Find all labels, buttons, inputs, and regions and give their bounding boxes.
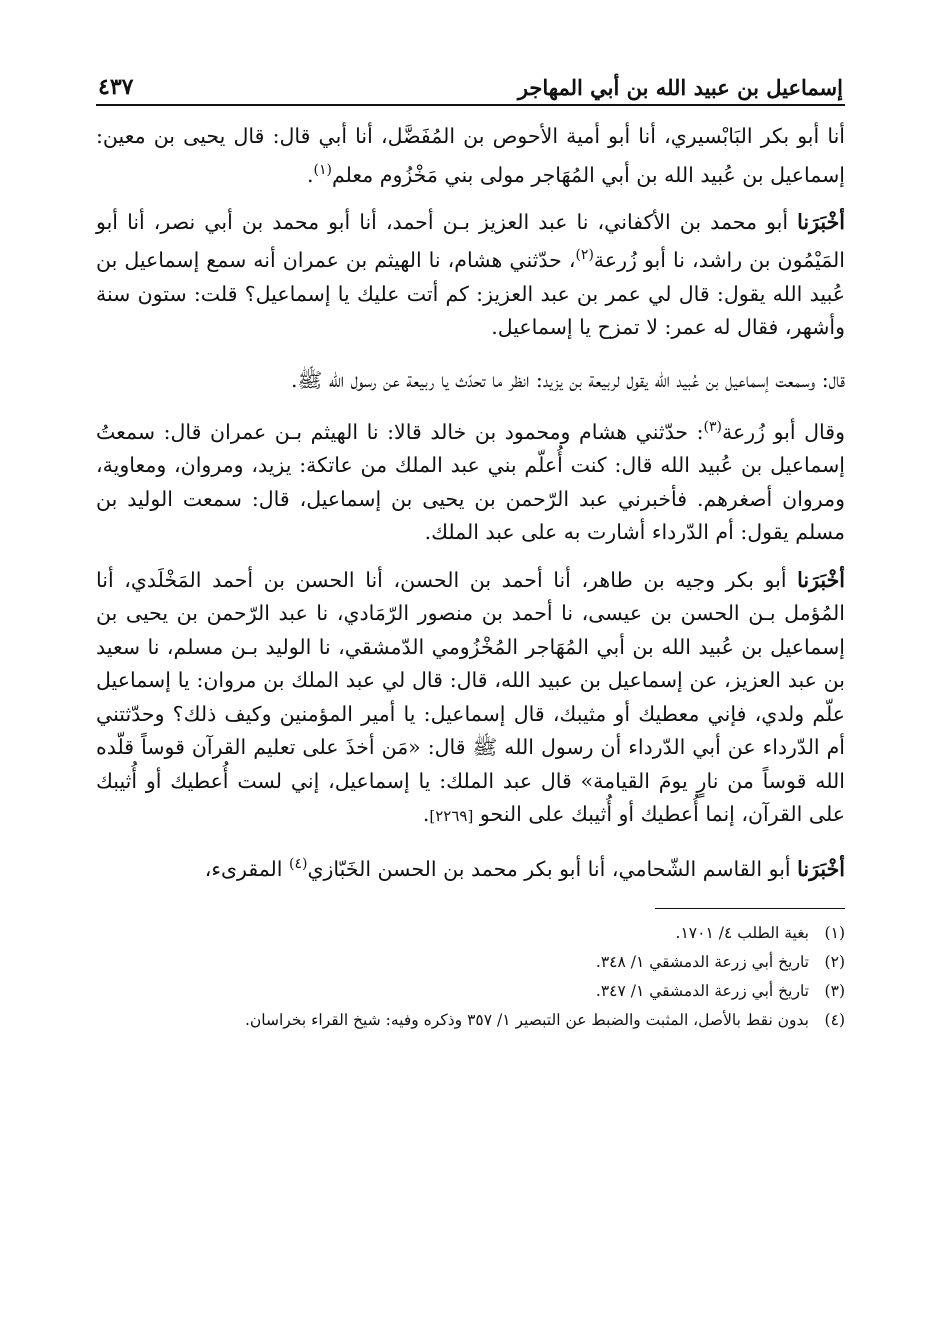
footnote-text: تاريخ أبي زرعة الدمشقي ١/ ٣٤٨. (595, 953, 809, 972)
footnote-ref: (٣) (703, 418, 722, 435)
paragraph-text: أنا أبو بكر البَابْسيري، أنا أبو أمية الأحوص بن المُفَضَّل، أنا أبي قال: قال يحيى بن معين: إسماعيل بن عُبيد الله بن أبي المُهَاجر مولى بني مَخْزُوم معلم (96, 124, 845, 187)
paragraph-text: أبو محمد بن الأكفاني، نا عبد العزيز بـن أحمد، أنا أبو محمد بن أبي نصر، أنا أبو المَيْمُون بن راشد، نا أبو زُرعة (96, 209, 845, 273)
footnote-number: (٤) (824, 1011, 845, 1030)
footnote-ref: (١) (313, 161, 332, 178)
paragraph-lead: أخْبَرَنا (797, 567, 845, 592)
paragraph-text: وقال أبو زُرعة (721, 419, 845, 444)
paragraph-text: أبو بكر وجيه بن طاهر، أنا أحمد بن الحسن، أنا الحسن بن أحمد المَخْلَدي، أنا المُؤمل بـن الحسن بن عيسى، نا أحمد بن منصور الرّمَادي، نا عبد الرّحمن بن يحيى بن إسماعيل بن عُبيد الله بن أبي المُهَاجر المُخْزُومي الدّمشقي، نا الوليد بـن مسلم، نا سعيد بن عبد العزيز، عن إسماعيل بن عبيد الله، قال: قال لي عبد الملك بن مروان: يا إسماعيل علّم ولدي، فإني معطيك أو مثيبك، قال إسماعيل: يا أمير المؤمنين وكيف ذلك؟ وحدّثتني أم الدّرداء عن أبي الدّرداء أن رسول الله ﷺ قال: «مَن أخذَ على تعليم القرآن قوساً قلّده الله قوساً من نارٍ يومَ القيامة» قال عبد الملك: يا إسماعيل، إني لست أُعطيك أو أُثيبك على القرآن، إنما أُعطيك أو أُثيبك على النحو (96, 567, 845, 827)
running-title: إسماعيل بن عبيد الله بن أبي المهاجر (517, 75, 843, 100)
hadith-number: [٢٢٦٩] (429, 807, 474, 826)
paragraph-2 (96, 206, 845, 345)
footnote-3 (96, 977, 845, 1006)
footnote-text: تاريخ أبي زرعة الدمشقي ١/ ٣٤٧. (595, 982, 809, 1001)
footnote-4 (96, 1006, 845, 1035)
footnote-number: (٢) (824, 953, 845, 972)
footnote-text: بغية الطلب ٤/ ١٧٠١. (675, 924, 809, 943)
footnote-ref: (٤) (289, 855, 308, 872)
paragraph-4 (96, 411, 845, 550)
footnote-2 (96, 948, 845, 977)
paragraph-lead: أخْبَرَنا (797, 209, 845, 234)
paragraph-text: قال: وسمعت إسماعيل بن عُبيد الله يقول لربيعة بن يزيد: انظر ما تحدّث يا ربيعة عن رسول الله ﷺ. (290, 367, 845, 392)
footnote-text: بدون نقط بالأصل، المثبت والضبط عن التبصير ١/ ٣٥٧ وذكره وفيه: شيخ القراء بخراسان. (244, 1011, 809, 1030)
paragraph-lead: أخْبَرَنا (797, 856, 845, 881)
paragraph-tail: . (306, 162, 314, 187)
main-text (96, 120, 845, 886)
page-number: ٤٣٧ (98, 74, 134, 100)
paragraph-3 (96, 359, 845, 397)
page-header (96, 58, 845, 106)
footnotes (96, 919, 845, 1035)
paragraph-tail: ، حدّثني هشام، نا الهيثم بن عمران أنه سمع إسماعيل بن عُبيد الله يقول: قال لي عمر بن عبد العزيز: كم أتت عليك يا إسماعيل؟ قلت: ستون سنة وأشهر، فقال له عمر: لا تمزح يا إسماعيل. (96, 248, 845, 340)
paragraph-tail: المقرىء، (204, 856, 290, 881)
paragraph-tail: . (422, 802, 430, 827)
paragraph-5 (96, 564, 845, 834)
paragraph-text: أبو القاسم الشّحامي، أنا أبو بكر محمد بن الحسن الخَبّازي (307, 856, 791, 881)
paragraph-tail: : حدّثني هشام ومحمود بن خالد قالا: نا الهيثم بـن عمران قال: سمعتُ إسماعيل بن عُبيد الله قال: كنت أُعلّم بني عبد الملك من عاتكة: يزيد، ومروان، ومعاوية، ومروان أصغرهم. فأخبرني عبد الرّحمن بن يحيى بن إسماعيل، قال: سمعت الوليد بن مسلم يقول: أم الدّرداء أشارت به على عبد الملك. (96, 419, 845, 545)
paragraph-6 (96, 848, 845, 886)
footnote-ref: (٢) (575, 247, 594, 264)
paragraph-1 (96, 120, 845, 192)
footnote-1 (96, 919, 845, 948)
footnote-divider (655, 908, 845, 909)
footnote-number: (١) (824, 924, 845, 943)
footnote-number: (٣) (824, 982, 845, 1001)
